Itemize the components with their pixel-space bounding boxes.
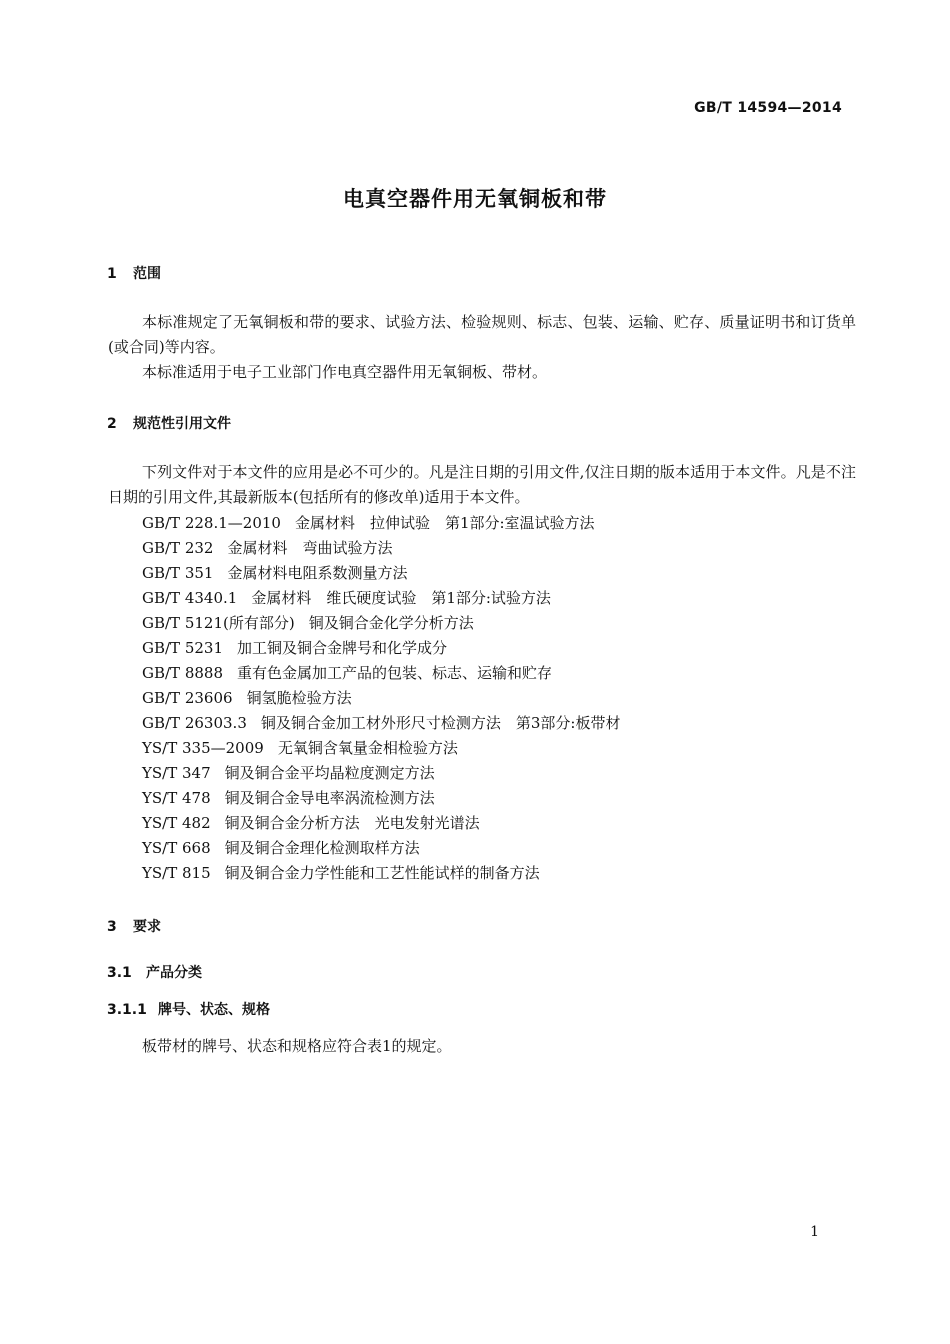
- reference-item: [142, 736, 620, 761]
- reference-title: 铜及铜合金分析方法 光电发射光谱法: [224, 814, 480, 832]
- reference-item: [142, 861, 620, 886]
- reference-code: YS/T 482: [142, 814, 211, 832]
- reference-item: [142, 536, 620, 561]
- reference-title: 铜及铜合金加工材外形尺寸检测方法 第3部分:板带材: [260, 714, 621, 732]
- section-number: 3: [107, 919, 117, 935]
- reference-item: [142, 636, 620, 661]
- reference-code: GB/T 5231: [142, 639, 224, 657]
- reference-code: YS/T 347: [142, 764, 211, 782]
- reference-item: [142, 761, 620, 786]
- reference-item: [142, 586, 620, 611]
- reference-title: 铜及铜合金导电率涡流检测方法: [224, 789, 435, 807]
- scope-paragraph-1: 本标准规定了无氧铜板和带的要求、试验方法、检验规则、标志、包装、运输、贮存、质量证明书和订货单(或合同)等内容。: [108, 313, 856, 356]
- classification-paragraph: 板带材的牌号、状态和规格应符合表1的规定。: [142, 1037, 452, 1055]
- reference-code: GB/T 228.1—2010: [142, 514, 281, 532]
- section-3-1-heading: [107, 962, 202, 982]
- reference-code: YS/T 815: [142, 864, 211, 882]
- reference-title: 重有色金属加工产品的包装、标志、运输和贮存: [237, 664, 553, 682]
- standard-code: GB/T 14594—2014: [694, 100, 842, 116]
- section-title: 范围: [133, 266, 161, 282]
- reference-item: [142, 661, 620, 686]
- reference-item: [142, 836, 620, 861]
- section-3-1-1-heading: [107, 999, 270, 1019]
- normative-references-list: [142, 511, 620, 886]
- reference-code: GB/T 232: [142, 539, 214, 557]
- reference-title: 铜及铜合金理化检测取样方法: [224, 839, 420, 857]
- references-intro-paragraph: 下列文件对于本文件的应用是必不可少的。凡是注日期的引用文件,仅注日期的版本适用于本文件。凡是不注日期的引用文件,其最新版本(包括所有的修改单)适用于本文件。: [108, 463, 856, 506]
- reference-code: GB/T 23606: [142, 689, 233, 707]
- reference-code: YS/T 478: [142, 789, 211, 807]
- reference-title: 无氧铜含氧量金相检验方法: [277, 739, 458, 757]
- section-title: 牌号、状态、规格: [158, 1002, 270, 1018]
- reference-code: YS/T 668: [142, 839, 211, 857]
- document-title: 电真空器件用无氧铜板和带: [343, 187, 607, 211]
- reference-item: [142, 611, 620, 636]
- section-title: 要求: [133, 919, 161, 935]
- reference-title: 铜及铜合金化学分析方法: [308, 614, 474, 632]
- reference-item: [142, 811, 620, 836]
- section-3-heading: [107, 916, 161, 936]
- reference-item: [142, 686, 620, 711]
- scope-paragraph-2: 本标准适用于电子工业部门作电真空器件用无氧铜板、带材。: [142, 363, 548, 381]
- reference-code: GB/T 351: [142, 564, 214, 582]
- reference-title: 金属材料 拉伸试验 第1部分:室温试验方法: [294, 514, 595, 532]
- reference-code: GB/T 26303.3: [142, 714, 247, 732]
- reference-title: 铜及铜合金平均晶粒度测定方法: [224, 764, 435, 782]
- reference-title: 金属材料 维氏硬度试验 第1部分:试验方法: [251, 589, 551, 607]
- section-number: 3.1.1: [107, 1002, 147, 1018]
- section-1-heading: [107, 263, 161, 283]
- section-title: 规范性引用文件: [133, 416, 231, 432]
- section-2-heading: [107, 413, 231, 433]
- reference-code: GB/T 4340.1: [142, 589, 238, 607]
- reference-title: 铜氢脆检验方法: [246, 689, 352, 707]
- reference-title: 加工铜及铜合金牌号和化学成分: [237, 639, 448, 657]
- reference-item: [142, 511, 620, 536]
- reference-code: GB/T 8888: [142, 664, 224, 682]
- reference-code: GB/T 5121(所有部分): [142, 614, 295, 632]
- section-number: 2: [107, 416, 117, 432]
- section-number: 1: [107, 266, 117, 282]
- reference-item: [142, 711, 620, 736]
- reference-title: 金属材料 弯曲试验方法: [227, 539, 393, 557]
- reference-item: [142, 561, 620, 586]
- reference-item: [142, 786, 620, 811]
- reference-code: YS/T 335—2009: [142, 739, 264, 757]
- reference-title: 铜及铜合金力学性能和工艺性能试样的制备方法: [224, 864, 540, 882]
- section-number: 3.1: [107, 965, 132, 981]
- page-number: 1: [810, 1224, 819, 1240]
- reference-title: 金属材料电阻系数测量方法: [227, 564, 408, 582]
- section-title: 产品分类: [146, 965, 202, 981]
